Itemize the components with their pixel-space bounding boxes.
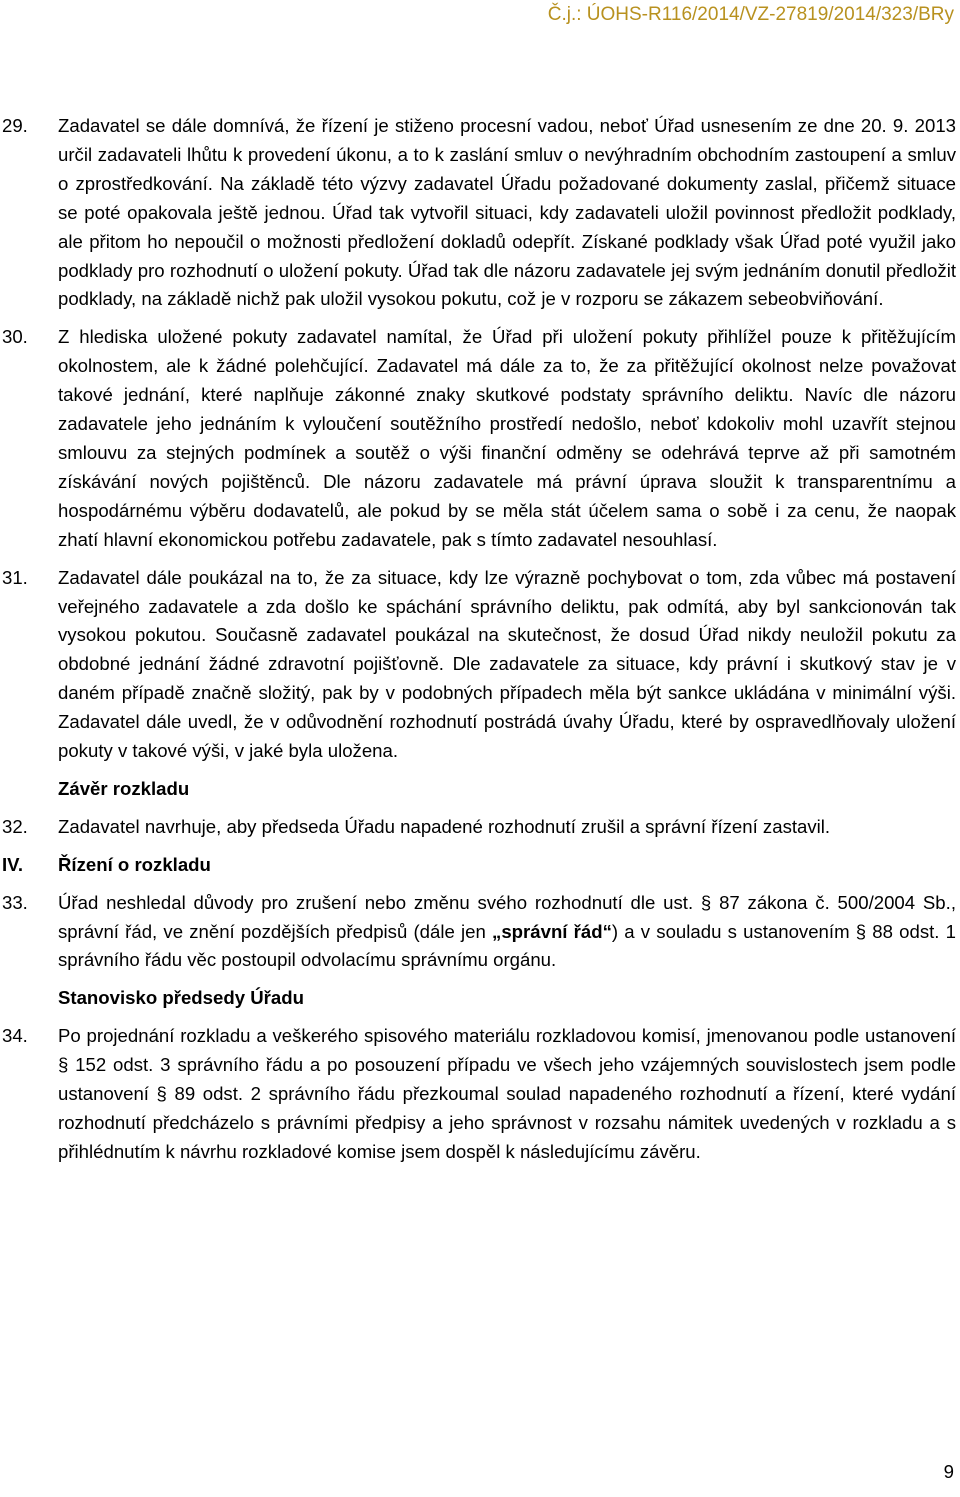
paragraph-text: Zadavatel navrhuje, aby předseda Úřadu napadené rozhodnutí zrušil a správní řízení zastavil. — [58, 815, 831, 837]
paragraph-29 — [0, 112, 960, 314]
section-heading-iv — [0, 851, 960, 880]
document-reference-header: Č.j.: ÚOHS-R116/2014/VZ-27819/2014/323/BRy — [547, 4, 954, 25]
paragraph-number: 34. — [2, 1025, 28, 1047]
paragraph-text-start: Úřad neshledal důvody pro zrušení nebo změnu svého rozhodnutí dle ust. § 87 zákona č. 500/2004 Sb., správní řád, ve znění pozdějších předpisů (dále jen — [58, 891, 956, 942]
paragraph-number: 29. — [2, 115, 28, 136]
paragraph-number: 31. — [2, 566, 28, 588]
paragraph-text: Z hlediska uložené pokuty zadavatel namítal, že Úřad při uložení pokuty přihlížel pouze k přitěžujícím okolnostem, ale k žádné polehčující. Zadavatel má dále za to, že za přitěžující okolnost nelze považovat takové jednání, které naplňuje zákonné znaky skutkové podstaty správního deliktu. Navíc dle názoru zadavatele jeho jednáním k vyloučení soutěžního prostředí nedošlo, neboť kdokoliv mohl uzavřít stejnou smlouvu za stejných podmínek a soutěž o výši finanční odměny se odehrává teprve až při samotném získávání nových pojištěnců. Dle názoru zadavatele má právní úprava sloužit k transparentnímu a hospodárnému výběru dodavatelů, ale pokud by se měla stát účelem sama o sobě i za cenu, že naopak zhatí hlavní ekonomickou potřebu zadavatele, pak s tímto zadavatel nesouhlasí. — [58, 326, 956, 550]
paragraph-31 — [0, 564, 960, 766]
subheading-stanovisko: Stanovisko předsedy Úřadu — [58, 987, 304, 1009]
section-number: IV. — [2, 853, 24, 875]
paragraph-33 — [0, 889, 960, 976]
paragraph-text: Zadavatel dále poukázal na to, že za situace, kdy lze výrazně pochybovat o tom, zda vůbec má postavení veřejného zadavatele a zda došlo ke spáchání správního deliktu, pak odmítá, aby byl sankcionován tak vysokou pokutou. Současně zadavatel poukázal na skutečnost, že dosud Úřad nikdy neuložil pokutu za obdobné jednání žádné zdravotní pojišťovně. Dle zadavatele za situace, kdy právní i skutkový stav je v daném případě značně složitý, pak by v podobných případech měla být sankce ukládána v minimální výši. Zadavatel dále uvedl, že v odůvodnění rozhodnutí postrádá úvahy Úřadu, které by ospravedlňovaly uložení pokuty v takové výši, v jaké byla uložena. — [58, 566, 956, 762]
paragraph-32 — [0, 813, 960, 842]
document-body — [0, 112, 960, 1176]
subheading-zaver-rozkladu: Závěr rozkladu — [58, 777, 190, 799]
paragraph-30 — [0, 323, 960, 554]
page-number: 9 — [943, 1461, 954, 1482]
paragraph-number: 30. — [2, 326, 28, 348]
paragraph-text-end: ) a v souladu s ustanovením § 88 odst. 1 správního řádu věc postoupil odvolacímu správnímu orgánu. — [58, 920, 956, 971]
paragraph-34 — [0, 1022, 960, 1167]
paragraph-text: Zadavatel se dále domnívá, že řízení je stiženo procesní vadou, neboť Úřad usnesením ze dne 20. 9. 2013 určil zadavateli lhůtu k provedení úkonu, a to k zaslání smluv o nevýhradním obchodním zastoupení a smluv o zprostředkování. Na základě této výzvy zadavatel Úřadu požadované dokumenty zaslal, přičemž situace se poté opakovala ještě jednou. Úřad tak vytvořil situaci, kdy zadavateli uložil povinnost předložit podklady, ale přitom ho nepoučil o možnosti předložení dokladů odepřít. Získané podklady však Úřad poté využil jako podklady pro rozhodnutí o uložení pokuty. Úřad tak dle názoru zadavatele jej svým jednáním donutil předložit podklady, na základě nichž pak uložil vysokou pokutu, což je v rozporu se zákazem sebeobviňování. — [58, 115, 956, 310]
paragraph-text: Po projednání rozkladu a veškerého spisového materiálu rozkladovou komisí, jmenovanou podle ustanovení § 152 odst. 3 správního řádu a po posouzení případu ve všech jeho vzájemných souvislostech jsem podle ustanovení § 89 odst. 2 správního řádu přezkoumal soulad napadeného rozhodnutí a řízení, které vydání rozhodnutí předcházelo s právními předpisy a jeho správnost v rozsahu námitek uvedených v rozkladu a s přihlédnutím k návrhu rozkladové komise jsem dospěl k následujícímu závěru. — [58, 1025, 956, 1162]
section-title: Řízení o rozkladu — [58, 853, 211, 875]
paragraph-number: 33. — [2, 891, 28, 913]
defined-term: „správní řád“ — [492, 920, 612, 942]
paragraph-number: 32. — [2, 815, 28, 837]
